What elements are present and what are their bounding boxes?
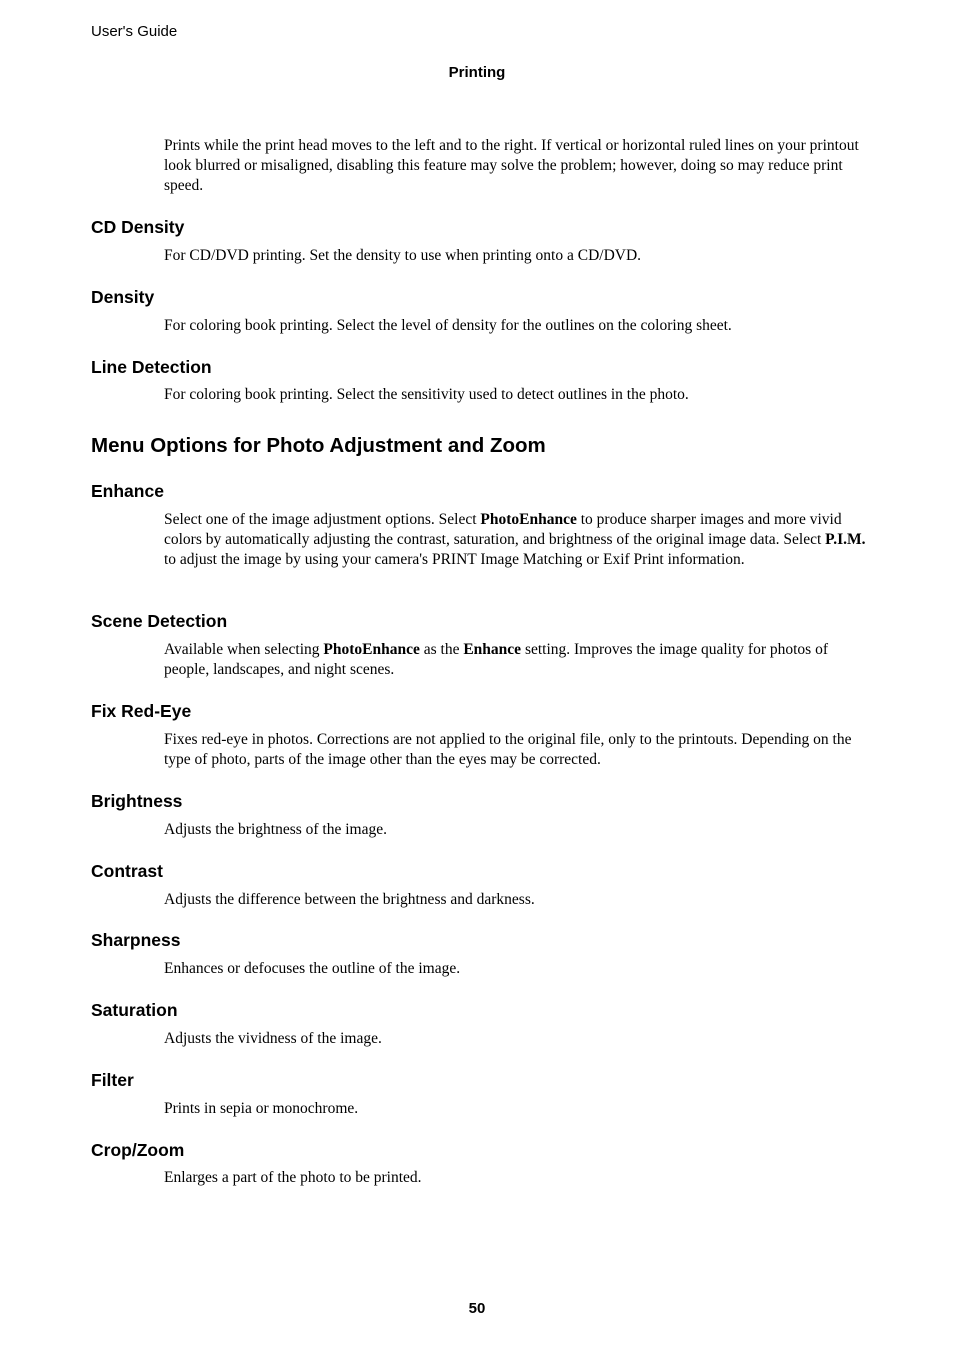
photo-adjustment-section-heading: Menu Options for Photo Adjustment and Zoom bbox=[91, 434, 546, 457]
sharpness-heading: Sharpness bbox=[91, 930, 181, 950]
saturation-heading: Saturation bbox=[91, 1000, 178, 1020]
contrast-description: Adjusts the difference between the brightness and darkness. bbox=[164, 891, 535, 908]
enhance-text-2: to produce sharper images and more vivid colors by automatically adjusting the contrast, saturation, and brightness of the original image data. Select bbox=[164, 511, 842, 548]
filter-description: Prints in sepia or monochrome. bbox=[164, 1100, 359, 1117]
line-detection-heading: Line Detection bbox=[91, 357, 212, 377]
scene-detection-description bbox=[164, 640, 868, 680]
photoenhance-term: PhotoEnhance bbox=[480, 511, 577, 528]
scene-text-2: as the bbox=[419, 641, 464, 658]
density-heading: Density bbox=[91, 287, 155, 307]
saturation-description: Adjusts the vividness of the image. bbox=[164, 1030, 382, 1047]
enhance-description bbox=[164, 510, 868, 570]
scene-text-1: Available when selecting bbox=[164, 641, 324, 658]
fix-red-eye-heading: Fix Red-Eye bbox=[91, 701, 192, 721]
line-detection-description: For coloring book printing. Select the sensitivity used to detect outlines in the photo. bbox=[164, 386, 689, 403]
intro-paragraph: Prints while the print head moves to the left and to the right. If vertical or horizontal ruled lines on your printout look blurred or misaligned, disabling this feature may solve the problem; however, doing so may reduce print speed. bbox=[164, 137, 859, 194]
brightness-heading: Brightness bbox=[91, 791, 183, 811]
enhance-heading: Enhance bbox=[91, 481, 164, 501]
section-title: Printing bbox=[448, 64, 506, 81]
crop-zoom-heading: Crop/Zoom bbox=[91, 1140, 185, 1160]
photoenhance-term: PhotoEnhance bbox=[323, 641, 420, 658]
filter-heading: Filter bbox=[91, 1070, 134, 1090]
scene-detection-heading: Scene Detection bbox=[91, 611, 228, 631]
scene-text-3: setting. Improves the image quality for photos of people, landscapes, and night scenes. bbox=[164, 641, 828, 678]
cd-density-heading: CD Density bbox=[91, 217, 185, 237]
fix-red-eye-description: Fixes red-eye in photos. Corrections are not applied to the original file, only to the printouts. Depending on the type of photo, parts of the image other than the eyes may be corrected. bbox=[164, 731, 852, 768]
enhance-text-3: to adjust the image by using your camera's PRINT Image Matching or Exif Print information. bbox=[164, 551, 745, 568]
brightness-description: Adjusts the brightness of the image. bbox=[164, 821, 387, 838]
crop-zoom-description: Enlarges a part of the photo to be printed. bbox=[164, 1169, 422, 1186]
enhance-text-1: Select one of the image adjustment options. Select bbox=[164, 511, 481, 528]
cd-density-description: For CD/DVD printing. Set the density to use when printing onto a CD/DVD. bbox=[164, 247, 642, 264]
density-description: For coloring book printing. Select the level of density for the outlines on the coloring sheet. bbox=[164, 317, 732, 334]
pim-term: P.I.M. bbox=[825, 531, 866, 548]
sharpness-description: Enhances or defocuses the outline of the image. bbox=[164, 960, 461, 977]
guide-title: User's Guide bbox=[91, 23, 178, 40]
page-number: 50 bbox=[468, 1300, 486, 1317]
contrast-heading: Contrast bbox=[91, 861, 163, 881]
enhance-term: Enhance bbox=[463, 641, 522, 658]
